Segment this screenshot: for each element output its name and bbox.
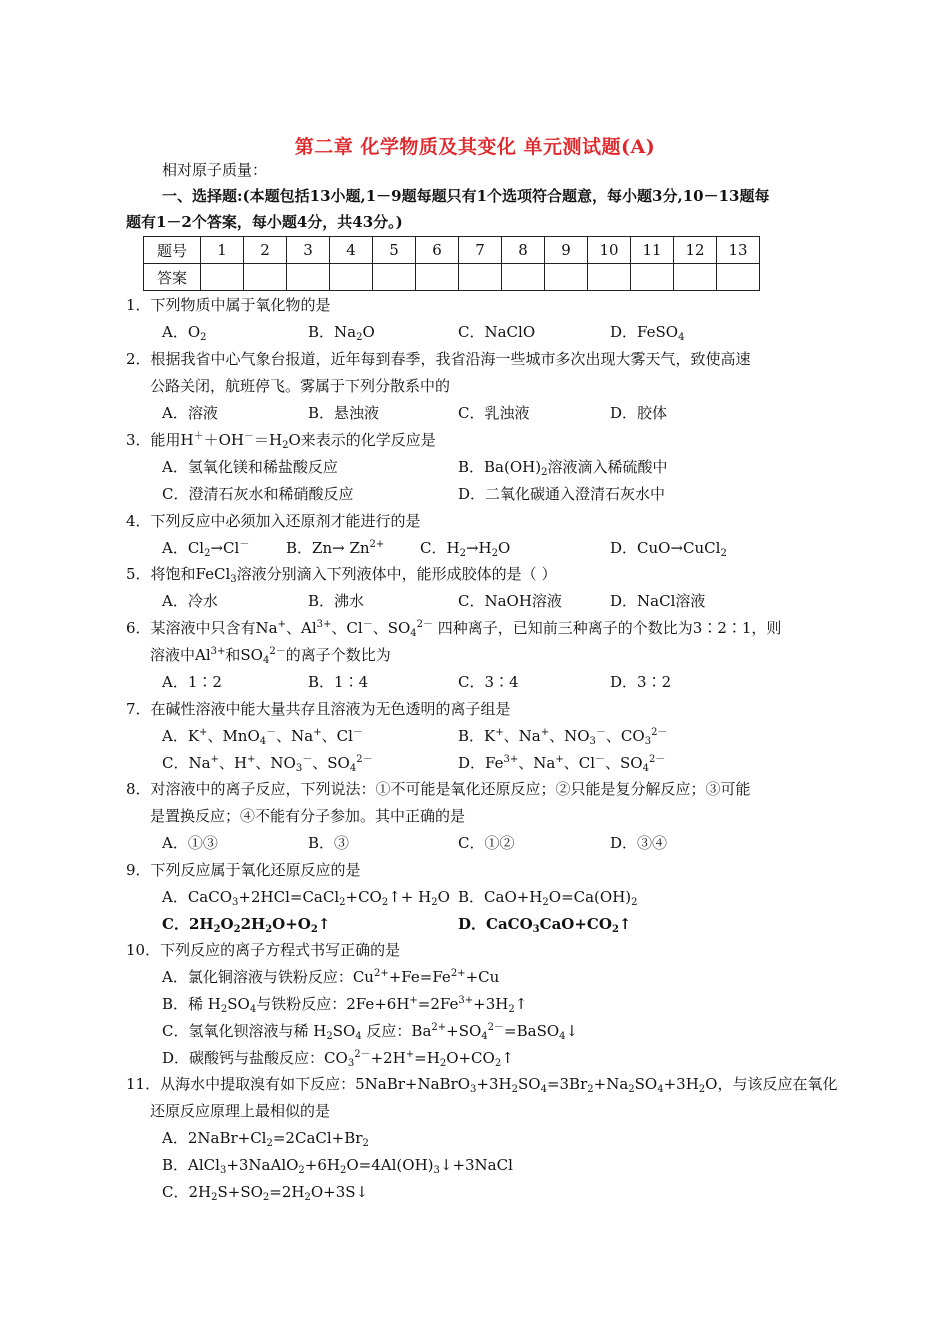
answer-cell[interactable] bbox=[373, 264, 416, 291]
q10-option-a: A．氯化铜溶液与铁粉反应：$Cu^{2+}+Fe=Fe^{2+}+Cu$ bbox=[162, 968, 500, 986]
q3-option-d: D．二氧化碳通入澄清石灰水中 bbox=[458, 485, 666, 503]
q5-stem-part: 溶液分别滴入下列液体中，能形成胶体的是（ ） bbox=[236, 565, 557, 583]
answer-table-number: 1 bbox=[201, 237, 244, 264]
q8-option-d: D．③④ bbox=[610, 834, 668, 852]
q4-option-b: B．$Zn\to Zn^{2+}$ bbox=[286, 539, 385, 557]
question-10-stem: 10．下列反应的离子方程式书写正确的是 bbox=[126, 941, 401, 959]
q11-option-a: A．$2NaBr+Cl_2=2CaCl+Br_2$ bbox=[162, 1129, 369, 1149]
q8-option-c: C．①② bbox=[458, 834, 515, 852]
answer-cell[interactable] bbox=[502, 264, 545, 291]
q8-option-b: B．③ bbox=[308, 834, 350, 852]
q6-stem-part: 溶液中Al bbox=[150, 646, 211, 664]
q4-option-d: D．CuO→CuCl$_2$ bbox=[610, 539, 727, 559]
answer-cell[interactable] bbox=[631, 264, 674, 291]
q1-option-a-text: A．O bbox=[162, 323, 201, 341]
q3-option-b: B．$Ba(OH)_2$溶液滴入稀硫酸中 bbox=[458, 458, 668, 478]
answer-table-number: 5 bbox=[373, 237, 416, 264]
q10-option-d-text: D．碳酸钙与盐酸反应：CO bbox=[162, 1049, 348, 1067]
q6-stem-part: 四种离子，已知前三种离子的个数比为3∶2∶1，则 bbox=[437, 619, 782, 637]
q5-stem-part: 5．将饱和FeCl bbox=[126, 565, 231, 583]
question-6-stem-line2: 溶液中$Al^{3+}$和$SO_4^{2-}$的离子个数比为 bbox=[150, 646, 391, 666]
q5-option-b: B．沸水 bbox=[308, 592, 365, 610]
question-11-stem-line2: 还原反应原理上最相似的是 bbox=[150, 1102, 331, 1120]
q1-option-a: A．$O_2$ bbox=[162, 323, 207, 343]
answer-table bbox=[143, 236, 760, 291]
atomic-mass-label: 相对原子质量： bbox=[162, 161, 268, 179]
q3-option-a: A．氢氧化镁和稀盐酸反应 bbox=[162, 458, 338, 476]
q9-option-c: C．$2H_2O_22H_2O+O_2↑$ bbox=[162, 915, 331, 935]
answer-table-number: 4 bbox=[330, 237, 373, 264]
q1-option-d-text: D．FeSO bbox=[610, 323, 679, 341]
q1-option-b-tail: O bbox=[362, 323, 375, 341]
answer-table-number: 8 bbox=[502, 237, 545, 264]
answer-cell[interactable] bbox=[244, 264, 287, 291]
q3-option-c: C．澄清石灰水和稀硝酸反应 bbox=[162, 485, 354, 503]
question-4-stem: 4．下列反应中必须加入还原剂才能进行的是 bbox=[126, 512, 421, 530]
q1-option-b-text: B．Na bbox=[308, 323, 357, 341]
answer-table-number: 2 bbox=[244, 237, 287, 264]
q1-option-c: C．NaClO bbox=[458, 323, 536, 341]
page-title: 第二章 化学物质及其变化 单元测试题(A) bbox=[294, 136, 656, 158]
question-1-stem: 1．下列物质中属于氧化物的是 bbox=[126, 296, 331, 314]
question-2-stem-line1: 2．根据我省中心气象台报道，近年每到春季，我省沿海一些城市多次出现大雾天气，致使高速 bbox=[126, 350, 751, 368]
q2-option-a: A．溶液 bbox=[162, 404, 218, 422]
q6-stem-part: 的离子个数比为 bbox=[285, 646, 391, 664]
q2-option-d: D．胶体 bbox=[610, 404, 668, 422]
question-3-stem: 3．能用$H^++OH^-=H_2O$来表示的化学反应是 bbox=[126, 431, 436, 451]
q4-option-c-mid: →H bbox=[465, 539, 492, 557]
answer-table-number: 12 bbox=[674, 237, 717, 264]
q5-option-d: D．NaCl溶液 bbox=[610, 592, 706, 610]
q7-option-c: C．Na+、H+、$NO_3^-$、$SO_4^{2-}$ bbox=[162, 754, 373, 774]
answer-table-number: 6 bbox=[416, 237, 459, 264]
answer-table-number: 3 bbox=[287, 237, 330, 264]
section1-heading-line1: 一、选择题:(本题包括13小题,1－9题每题只有1个选项符合题意，每小题3分,10－13题每 bbox=[162, 187, 770, 205]
q4-option-b-text: B．Zn→ Zn bbox=[286, 539, 370, 557]
answer-cell[interactable] bbox=[674, 264, 717, 291]
q10-option-c: C．氢氧化钡溶液与稀 $H_2SO_4$ 反应：$Ba^{2+}+SO_4^{2-}=BaSO_4↓$ bbox=[162, 1022, 579, 1042]
question-8-stem-line1: 8．对溶液中的离子反应，下列说法：①不可能是氧化还原反应；②只能是复分解反应；③可能 bbox=[126, 780, 751, 798]
q4-option-a-tail: →Cl bbox=[210, 539, 240, 557]
q4-option-a-text: A．Cl bbox=[162, 539, 205, 557]
q8-option-a: A．①③ bbox=[162, 834, 218, 852]
q2-option-c: C．乳浊液 bbox=[458, 404, 530, 422]
q6-stem-part: 、SO bbox=[372, 619, 411, 637]
q5-option-a: A．冷水 bbox=[162, 592, 218, 610]
q6-stem-part: 、Al bbox=[286, 619, 317, 637]
q3-stem-part: ＋OH bbox=[203, 431, 245, 449]
q4-option-d-text: D．CuO→CuCl bbox=[610, 539, 721, 557]
q6-stem-part: 6．某溶液中只含有Na bbox=[126, 619, 278, 637]
answer-table-number: 11 bbox=[631, 237, 674, 264]
q1-option-b: B．$Na_2O$ bbox=[308, 323, 375, 343]
q6-option-a: A．1∶2 bbox=[162, 673, 222, 691]
q3-stem-part: 3．能用H bbox=[126, 431, 194, 449]
q9-option-d: D．$CaCO_3CaO+CO_2↑$ bbox=[458, 915, 632, 935]
q6-option-b: B．1∶4 bbox=[308, 673, 369, 691]
question-11-stem-line1: 11．从海水中提取溴有如下反应：$5NaBr+NaBrO_3+3H_2SO_4=3Br_2+Na_2SO_4+3H_2O$，与该反应在氧化 bbox=[126, 1075, 838, 1095]
answer-table-number: 9 bbox=[545, 237, 588, 264]
answer-table-number-row bbox=[144, 237, 760, 264]
question-5-stem: 5．将饱和FeCl$_3$溶液分别滴入下列液体中，能形成胶体的是（ ） bbox=[126, 565, 557, 585]
q11-option-b: B．$AlCl_3+3NaAlO_2+6H_2O=4Al(OH)_3↓+3NaCl$ bbox=[162, 1156, 513, 1176]
question-6-stem-line1: 6．某溶液中只含有Na+、$Al^{3+}$、Cl－、$SO_4^{2-}$ 四种离子，已知前三种离子的个数比为3∶2∶1，则 bbox=[126, 619, 782, 639]
q10-option-b-text: B．稀 H bbox=[162, 995, 221, 1013]
question-7-stem: 7．在碱性溶液中能大量共存且溶液为无色透明的离子组是 bbox=[126, 700, 511, 718]
answer-cell[interactable] bbox=[287, 264, 330, 291]
answer-table-header-number: 题号 bbox=[144, 237, 201, 264]
section1-heading-line2: 题有1－2个答案，每小题4分，共43分。) bbox=[126, 213, 403, 231]
answer-cell[interactable] bbox=[459, 264, 502, 291]
q4-option-c-text: C．H bbox=[420, 539, 460, 557]
answer-table-header-answer: 答案 bbox=[144, 264, 201, 291]
q6-stem-part: 、Cl bbox=[331, 619, 363, 637]
q11-stem-part: 11．从海水中提取溴有如下反应：5NaBr+NaBrO bbox=[126, 1075, 471, 1093]
answer-cell[interactable] bbox=[717, 264, 760, 291]
answer-cell[interactable] bbox=[330, 264, 373, 291]
q3-option-b-text: B．Ba(OH) bbox=[458, 458, 542, 476]
q3-option-b-tail: 溶液滴入稀硫酸中 bbox=[547, 458, 668, 476]
q9-option-a: A．$CaCO_3+2HCl=CaCl_2+CO_2↑+ H_2O$ bbox=[162, 888, 450, 908]
q11-stem-part: O，与该反应在氧化 bbox=[705, 1075, 838, 1093]
q1-option-d: D．FeSO$_4$ bbox=[610, 323, 685, 343]
q6-option-c: C．3∶4 bbox=[458, 673, 519, 691]
answer-cell[interactable] bbox=[416, 264, 459, 291]
q10-option-a-text: A．氯化铜溶液与铁粉反应：Cu bbox=[162, 968, 374, 986]
answer-cell[interactable] bbox=[588, 264, 631, 291]
q6-option-d: D．3∶2 bbox=[610, 673, 672, 691]
answer-cell[interactable] bbox=[545, 264, 588, 291]
q4-option-c: C．$H_2\to H_2O$ bbox=[420, 539, 511, 559]
q7-option-a: A．K+、MnO$_4$－、Na+、Cl－ bbox=[162, 727, 363, 747]
q3-stem-part: ＝H bbox=[254, 431, 283, 449]
q4-option-a: A．$Cl_2\to Cl^-$ bbox=[162, 539, 250, 559]
answer-cell[interactable] bbox=[201, 264, 244, 291]
q3-stem-part: O来表示的化学反应是 bbox=[288, 431, 436, 449]
answer-table-number: 10 bbox=[588, 237, 631, 264]
q2-option-b: B．悬浊液 bbox=[308, 404, 380, 422]
q10-option-b: B．稀 $H_2SO_4$与铁粉反应：$2Fe+6H^+=2Fe^{3+}+3H_2↑$ bbox=[162, 995, 528, 1015]
question-8-stem-line2: 是置换反应；④不能有分子参加。其中正确的是 bbox=[150, 807, 466, 825]
q10-option-c-text: C．氢氧化钡溶液与稀 H bbox=[162, 1022, 327, 1040]
question-9-stem: 9．下列反应属于氧化还原反应的是 bbox=[126, 861, 361, 879]
answer-table-answer-row bbox=[144, 264, 760, 291]
q11-option-c: C．$2H_2S+SO_2=2H_2O+3S↓$ bbox=[162, 1183, 369, 1203]
q6-stem-part: 和SO bbox=[225, 646, 263, 664]
answer-table-number: 7 bbox=[459, 237, 502, 264]
q5-option-c: C．NaOH溶液 bbox=[458, 592, 562, 610]
question-2-stem-line2: 公路关闭，航班停飞。雾属于下列分散系中的 bbox=[150, 377, 451, 395]
q4-option-c-tail: O bbox=[497, 539, 511, 557]
q7-option-b: B．K+、Na+、$NO_3^-$、$CO_3^{2-}$ bbox=[458, 727, 668, 747]
q10-option-d: D．碳酸钙与盐酸反应：$CO_3^{2-}+2H^+=H_2O+CO_2↑$ bbox=[162, 1049, 514, 1069]
answer-table-number: 13 bbox=[717, 237, 760, 264]
q7-option-d: D．$Fe^{3+}$、Na+、Cl－、$SO_4^{2-}$ bbox=[458, 754, 666, 774]
q9-option-b: B．$CaO+H_2O=Ca(OH)_2$ bbox=[458, 888, 638, 908]
